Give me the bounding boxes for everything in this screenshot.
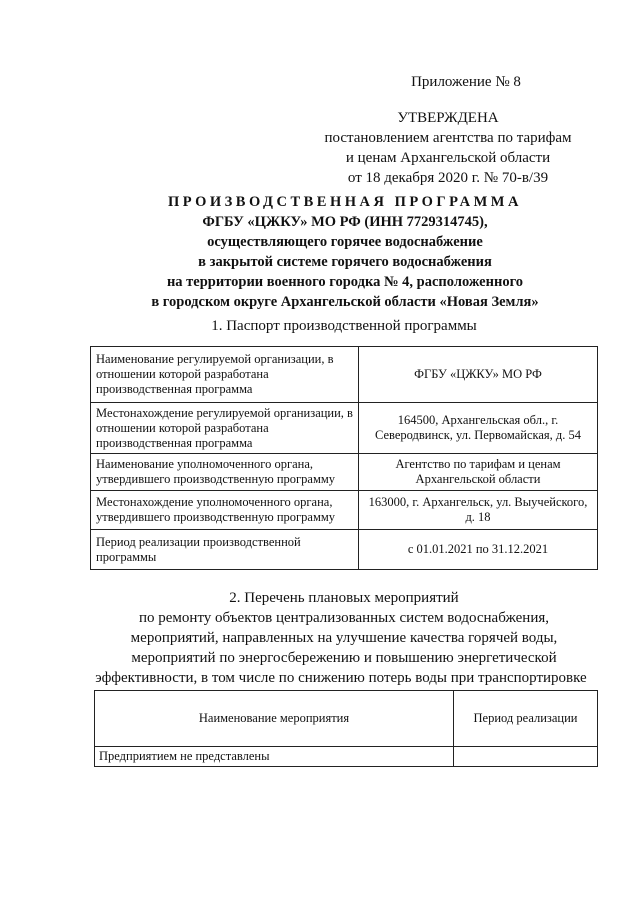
row-value: Агентство по тарифам и ценам Архангельской области [359, 454, 598, 491]
measures-table [94, 690, 598, 767]
table-header-row [95, 691, 598, 747]
title-line: ФГБУ «ЦЖКУ» МО РФ (ИНН 7729314745), [202, 214, 488, 230]
row-value: ФГБУ «ЦЖКУ» МО РФ [359, 347, 598, 403]
table-row [95, 747, 598, 767]
section2-line: мероприятий по энергосбережению и повышению энергетической [131, 650, 557, 666]
approval-block [300, 108, 596, 188]
passport-table [90, 346, 598, 570]
row-value: с 01.01.2021 по 31.12.2021 [359, 530, 598, 570]
appendix-number: Приложение № 8 [411, 74, 521, 90]
measure-name: Предприятием не представлены [95, 747, 454, 767]
title-line: в закрытой системе горячего водоснабжения [198, 254, 492, 270]
row-value: 164500, Архангельская обл., г. Северодвинск, ул. Первомайская, д. 54 [359, 403, 598, 454]
approval-date: от 18 декабря 2020 г. № 70-в/39 [347, 170, 549, 186]
row-label: Наименование уполномоченного органа, утвердившего производственную программу [91, 454, 359, 491]
row-label: Местонахождение регулируемой организации, в отношении которой разработана производственная программа [91, 403, 359, 454]
table-row [91, 530, 598, 570]
section1-heading: 1. Паспорт производственной программы [211, 318, 477, 334]
section2-heading [90, 588, 598, 688]
table-row [91, 491, 598, 530]
header-period: Период реализации [454, 691, 598, 747]
title-line: осуществляющего горячее водоснабжение [207, 234, 483, 250]
approval-line: и ценам Архангельской области [345, 150, 551, 166]
approval-heading: УТВЕРЖДЕНА [397, 110, 499, 126]
section2-line: по ремонту объектов централизованных систем водоснабжения, [138, 610, 549, 626]
title-line: ПРОИЗВОДСТВЕННАЯ ПРОГРАММА [168, 194, 522, 210]
approval-line: постановлением агентства по тарифам [324, 130, 572, 146]
table-row [91, 454, 598, 491]
section2-line: 2. Перечень плановых мероприятий [229, 590, 459, 606]
section2-line: эффективности, в том числе по снижению потерь воды при транспортировке [95, 670, 587, 686]
row-label: Местонахождение уполномоченного органа, утвердившего производственную программу [91, 491, 359, 530]
row-label: Период реализации производственной программы [91, 530, 359, 570]
title-line: в городском округе Архангельской области «Новая Земля» [151, 294, 539, 310]
table-row [91, 403, 598, 454]
row-label: Наименование регулируемой организации, в отношении которой разработана производственная программа [91, 347, 359, 403]
title-line: на территории военного городка № 4, расположенного [166, 274, 524, 290]
section2-line: мероприятий, направленных на улучшение качества горячей воды, [130, 630, 558, 646]
table-row [91, 347, 598, 403]
document-title [100, 192, 590, 312]
row-value: 163000, г. Архангельск, ул. Выучейского, д. 18 [359, 491, 598, 530]
measure-period [454, 747, 598, 767]
header-measure-name: Наименование мероприятия [95, 691, 454, 747]
